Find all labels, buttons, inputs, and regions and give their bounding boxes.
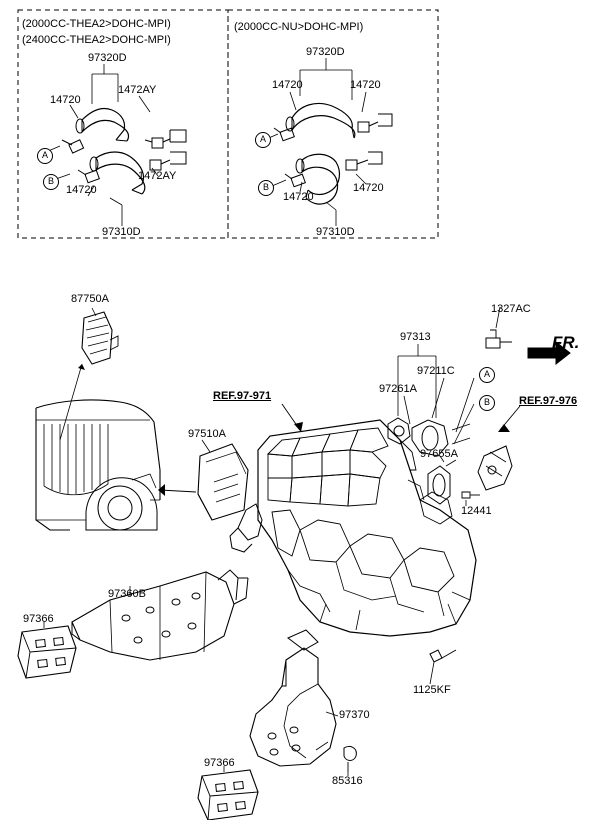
part-label-87750a: 87750A [71,293,109,305]
part-label-14720-right-b: 14720 [350,79,381,91]
part-label-12441: 12441 [461,505,492,517]
part-label-97370: 97370 [339,709,370,721]
part-label-14720-left-a: 14720 [50,94,81,106]
part-label-14720-left-b: 14720 [66,184,97,196]
ref-97-976[interactable]: REF.97-976 [519,395,578,407]
right-box-header-1: (2000CC-NU>DOHC-MPI) [234,21,364,33]
part-label-1472ay-left-b: 1472AY [138,170,177,182]
part-label-14720-right-a: 14720 [272,79,303,91]
callout-b-right: B [258,180,274,196]
callout-a-right: A [255,132,271,148]
callout-b-main: B [479,395,495,411]
callout-b-left: B [43,174,59,190]
part-label-97320d-left: 97320D [88,52,127,64]
part-label-97261a: 97261A [379,383,417,395]
callout-a-left: A [37,148,53,164]
callout-a-main: A [479,367,495,383]
part-label-1472ay-left-a: 1472AY [118,84,157,96]
part-label-97310d-left: 97310D [102,226,141,238]
front-direction-label: FR. [552,333,580,352]
part-label-1125kf: 1125KF [413,684,451,696]
ref-97-971[interactable]: REF.97-971 [213,390,272,402]
left-box-header-2: (2400CC-THEA2>DOHC-MPI) [22,34,171,46]
part-label-97310d-right: 97310D [316,226,355,238]
part-label-85316: 85316 [332,775,363,787]
part-label-97366-left: 97366 [23,613,54,625]
left-box-header-1: (2000CC-THEA2>DOHC-MPI) [22,18,171,30]
part-label-97360b: 97360B [108,588,146,600]
part-label-97313: 97313 [400,331,431,343]
part-label-97655a: 97655A [420,448,458,460]
part-label-1327ac: 1327AC [491,303,531,315]
part-label-97366-bottom: 97366 [204,757,235,769]
part-label-97510a: 97510A [188,428,226,440]
part-label-14720-right-d: 14720 [353,182,384,194]
part-label-14720-right-c: 14720 [283,191,314,203]
part-label-97211c: 97211C [417,365,455,377]
part-label-97320d-right: 97320D [306,46,345,58]
